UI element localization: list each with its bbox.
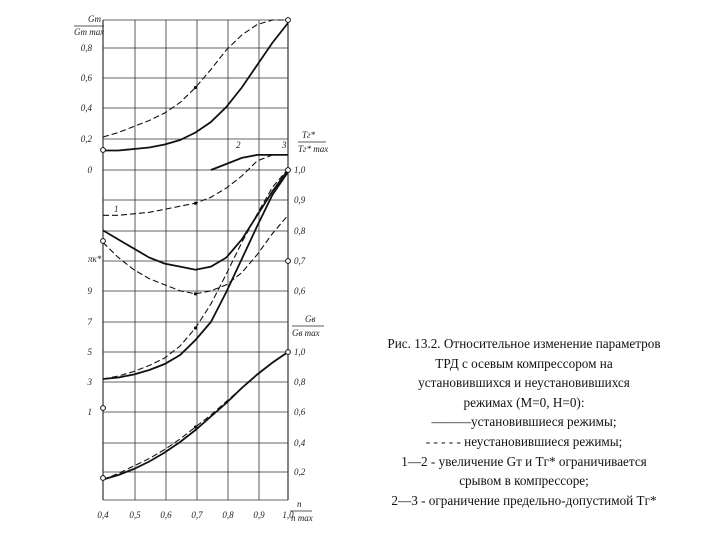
endpoint-marker-1 — [286, 18, 291, 23]
right-tick-p3-2: 0,6 — [294, 407, 306, 417]
caption-line-7: 1—2 - увеличение Gт и Tг* ограничивается — [401, 453, 647, 469]
caption-line-2: ТРД с осевым компрессором на — [435, 355, 613, 371]
left-tick-p2-3: 1 — [87, 407, 92, 417]
caption-line-6: - - - - - неустановившиеся режимы; — [425, 433, 623, 449]
figure-caption — [346, 334, 702, 510]
caption-line-8: срывом в компрессоре; — [459, 473, 589, 489]
x-axis-label-n: n — [297, 499, 302, 509]
series-p0-s1 — [103, 20, 288, 137]
left-tick-p2-0: 7 — [87, 317, 92, 327]
series-marker-p3-s1 — [194, 326, 197, 329]
label-gt: Gт — [88, 14, 101, 24]
caption-line-3: установившихся и неустановившихся — [418, 375, 630, 391]
right-tick-p3-1: 0,8 — [294, 377, 306, 387]
x-tick-label-4: 0,8 — [222, 510, 234, 520]
x-tick-label-6: 1,0 — [282, 510, 294, 520]
chart-curves — [101, 18, 291, 481]
endpoint-marker-5 — [101, 406, 106, 411]
right-tick-p3-3: 0,4 — [294, 438, 306, 448]
endpoint-marker-7 — [101, 476, 106, 481]
x-axis-label-nmax: n max — [291, 513, 313, 523]
x-tick-label-5: 0,9 — [253, 510, 265, 520]
endpoint-marker-4 — [286, 259, 291, 264]
left-tick-p0-3: 0,2 — [80, 134, 92, 144]
series-marker-p3-s3 — [194, 425, 197, 428]
chart-tick-labels — [81, 43, 306, 520]
right-tick-p1-4: 0,6 — [294, 286, 306, 296]
label-tg: Tг* — [302, 130, 316, 140]
label-gv: Gв — [305, 314, 316, 324]
curve-label-1: 1 — [114, 204, 119, 214]
caption-line-1: Рис. 13.2. Относительное изменение параметров — [387, 336, 661, 351]
endpoint-marker-2 — [286, 168, 291, 173]
series-p3-s2 — [103, 352, 288, 480]
label-tg-max: Tг* max — [298, 144, 329, 154]
curve-label-2: 2 — [236, 140, 241, 150]
series-p1-s1 — [103, 155, 288, 215]
series-p3-s1 — [103, 169, 288, 379]
left-tick-p0-0: 0,8 — [80, 43, 92, 53]
series-p2-s1 — [103, 215, 288, 293]
x-tick-label-1: 0,5 — [129, 510, 141, 520]
right-tick-p1-1: 0,9 — [294, 195, 306, 205]
right-tick-p1-3: 0,7 — [294, 256, 306, 266]
endpoint-marker-0 — [101, 148, 106, 153]
label-pi-k: πк* — [88, 254, 102, 264]
right-tick-p1-0: 1,0 — [294, 165, 306, 175]
right-tick-p1-2: 0,8 — [294, 226, 306, 236]
right-tick-p3-0: 1,0 — [294, 347, 306, 357]
left-tick-p2-2: 3 — [87, 377, 92, 387]
endpoint-marker-6 — [286, 350, 291, 355]
series-marker-p2-s1 — [194, 292, 197, 295]
caption-line-5: ———установившиеся режимы; — [431, 414, 617, 430]
left-tick-p2-1: 5 — [87, 347, 92, 357]
x-tick-label-2: 0,6 — [160, 510, 172, 520]
left-tick-pi-9: 9 — [87, 286, 92, 296]
label-gv-max: Gв max — [292, 328, 320, 338]
left-tick-p0-1: 0,6 — [80, 73, 92, 83]
endpoint-marker-3 — [101, 239, 106, 244]
x-tick-label-0: 0,4 — [97, 510, 109, 520]
label-gt-max: Gт max — [74, 27, 105, 37]
caption-line-9: 2—3 - ограничение предельно-допустимой Тг* — [391, 492, 657, 508]
series-marker-p0-s1 — [194, 86, 197, 89]
series-marker-p1-s1 — [194, 202, 197, 205]
caption-line-4: режимах (М=0, Н=0): — [463, 394, 585, 410]
curve-label-3: 3 — [282, 140, 287, 150]
left-tick-p0-4: 0 — [87, 165, 92, 175]
right-tick-p3-4: 0,2 — [294, 467, 306, 477]
left-tick-p0-2: 0,4 — [80, 103, 92, 113]
x-tick-label-3: 0,7 — [191, 510, 203, 520]
